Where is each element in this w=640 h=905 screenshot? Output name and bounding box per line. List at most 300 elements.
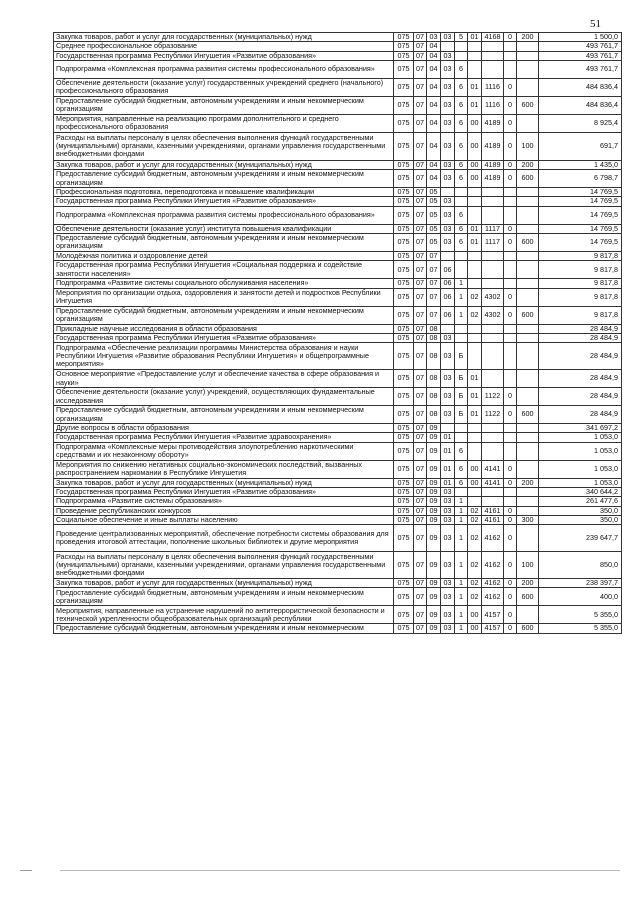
cell-program: 03 [441, 588, 455, 606]
cell-subprogram [455, 42, 468, 51]
cell-program: 03 [441, 233, 455, 251]
cell-program [441, 188, 455, 197]
cell-direction: 0 [504, 170, 517, 188]
cell-direction: 0 [504, 579, 517, 588]
cell-name: Среднее профессиональное образование [54, 42, 394, 51]
cell-subsection: 09 [427, 478, 441, 487]
cell-ministry: 075 [394, 579, 414, 588]
table-row [54, 224, 622, 233]
cell-group: 01 [468, 406, 482, 424]
cell-section: 07 [414, 388, 427, 406]
cell-direction [504, 497, 517, 506]
cell-expense_type: 200 [517, 33, 539, 42]
cell-ministry: 075 [394, 60, 414, 78]
cell-subsection: 08 [427, 406, 441, 424]
cell-ministry: 075 [394, 406, 414, 424]
cell-expense_type: 300 [517, 515, 539, 524]
table-row [54, 433, 622, 442]
cell-subsection: 08 [427, 370, 441, 388]
cell-section: 07 [414, 60, 427, 78]
cell-ministry: 075 [394, 170, 414, 188]
cell-group: 02 [468, 579, 482, 588]
cell-subprogram: 6 [455, 78, 468, 96]
cell-subsection: 04 [427, 42, 441, 51]
cell-name: Предоставление субсидий бюджетным, автономным учреждениям и иным некоммерческим организациям [54, 233, 394, 251]
table-row [54, 206, 622, 224]
cell-ministry: 075 [394, 370, 414, 388]
cell-subprogram: 6 [455, 160, 468, 169]
cell-section: 07 [414, 188, 427, 197]
cell-group: 01 [468, 370, 482, 388]
cell-subsection: 08 [427, 388, 441, 406]
cell-amount: 1 053,0 [539, 442, 622, 460]
cell-amount: 493 761,7 [539, 51, 622, 60]
cell-amount: 28 484,9 [539, 343, 622, 370]
cell-program [441, 42, 455, 51]
cell-name: Подпрограмма «Развитие системы социального обслуживания населения» [54, 279, 394, 288]
cell-item [482, 60, 504, 78]
table-row [54, 42, 622, 51]
cell-subprogram: 6 [455, 114, 468, 132]
cell-program: 03 [441, 333, 455, 342]
cell-item: 1122 [482, 406, 504, 424]
cell-program: 03 [441, 114, 455, 132]
cell-name: Профессиональная подготовка, переподготовка и повышение квалификации [54, 188, 394, 197]
cell-program: 03 [441, 497, 455, 506]
cell-program [441, 324, 455, 333]
cell-direction [504, 370, 517, 388]
cell-direction [504, 60, 517, 78]
cell-amount: 5 355,0 [539, 606, 622, 624]
cell-subprogram: 1 [455, 515, 468, 524]
cell-ministry: 075 [394, 324, 414, 333]
table-row [54, 606, 622, 624]
cell-subsection: 07 [427, 288, 441, 306]
cell-subprogram [455, 487, 468, 496]
cell-subprogram [455, 51, 468, 60]
cell-subprogram: 1 [455, 288, 468, 306]
cell-group: 02 [468, 588, 482, 606]
cell-direction: 0 [504, 606, 517, 624]
cell-name: Мероприятия, направленные на устранение нарушений по антитеррористической безопасности и технической укрепленности общеобразовательных организаций республики [54, 606, 394, 624]
cell-ministry: 075 [394, 506, 414, 515]
cell-amount: 400,0 [539, 588, 622, 606]
cell-subprogram [455, 188, 468, 197]
cell-name: Предоставление субсидий бюджетным, автономным учреждениям и иным некоммерческим организациям [54, 306, 394, 324]
cell-subprogram: 6 [455, 478, 468, 487]
cell-program: 01 [441, 460, 455, 478]
cell-item [482, 261, 504, 279]
cell-ministry: 075 [394, 160, 414, 169]
cell-item [482, 333, 504, 342]
cell-ministry: 075 [394, 251, 414, 260]
cell-amount: 5 355,0 [539, 624, 622, 633]
cell-section: 07 [414, 197, 427, 206]
table-row [54, 170, 622, 188]
table-row [54, 114, 622, 132]
cell-group: 01 [468, 96, 482, 114]
cell-item: 4189 [482, 170, 504, 188]
cell-amount: 1 053,0 [539, 460, 622, 478]
cell-group: 02 [468, 288, 482, 306]
cell-group [468, 333, 482, 342]
cell-amount: 28 484,9 [539, 333, 622, 342]
cell-item [482, 324, 504, 333]
cell-direction: 0 [504, 506, 517, 515]
table-row [54, 233, 622, 251]
cell-name: Государственная программа Республики Ингушетия «Развитие образования» [54, 197, 394, 206]
cell-subsection: 09 [427, 525, 441, 552]
cell-ministry: 075 [394, 114, 414, 132]
cell-name: Закупка товаров, работ и услуг для государственных (муниципальных) нужд [54, 33, 394, 42]
cell-section: 07 [414, 424, 427, 433]
cell-group: 02 [468, 552, 482, 579]
cell-item [482, 188, 504, 197]
cell-subsection: 04 [427, 114, 441, 132]
cell-group: 00 [468, 114, 482, 132]
cell-section: 07 [414, 460, 427, 478]
cell-amount: 484 836,4 [539, 78, 622, 96]
cell-group: 01 [468, 388, 482, 406]
cell-expense_type [517, 324, 539, 333]
cell-amount: 8 925,4 [539, 114, 622, 132]
cell-group: 00 [468, 460, 482, 478]
cell-ministry: 075 [394, 343, 414, 370]
table-row [54, 406, 622, 424]
cell-program [441, 251, 455, 260]
cell-section: 07 [414, 343, 427, 370]
cell-expense_type: 600 [517, 96, 539, 114]
cell-program: 01 [441, 478, 455, 487]
cell-section: 07 [414, 442, 427, 460]
cell-expense_type [517, 188, 539, 197]
cell-subsection: 09 [427, 506, 441, 515]
cell-program: 03 [441, 96, 455, 114]
cell-amount: 238 397,7 [539, 579, 622, 588]
cell-group: 02 [468, 515, 482, 524]
cell-amount: 239 647,7 [539, 525, 622, 552]
cell-ministry: 075 [394, 261, 414, 279]
cell-subprogram: Б [455, 370, 468, 388]
cell-group [468, 261, 482, 279]
cell-amount: 1 435,0 [539, 160, 622, 169]
table-row [54, 388, 622, 406]
cell-name: Другие вопросы в области образования [54, 424, 394, 433]
cell-item: 4189 [482, 114, 504, 132]
cell-section: 07 [414, 33, 427, 42]
cell-ministry: 075 [394, 333, 414, 342]
cell-expense_type: 600 [517, 306, 539, 324]
cell-direction [504, 487, 517, 496]
cell-direction: 0 [504, 288, 517, 306]
cell-expense_type [517, 51, 539, 60]
table-row [54, 160, 622, 169]
cell-program: 03 [441, 78, 455, 96]
cell-amount: 6 798,7 [539, 170, 622, 188]
cell-item [482, 279, 504, 288]
cell-expense_type: 200 [517, 579, 539, 588]
cell-name: Обеспечение деятельности (оказание услуг) учреждений, осуществляющих фундаментальные исследования [54, 388, 394, 406]
cell-section: 07 [414, 224, 427, 233]
cell-group [468, 42, 482, 51]
cell-group: 01 [468, 78, 482, 96]
cell-item [482, 251, 504, 260]
cell-group [468, 442, 482, 460]
cell-direction [504, 324, 517, 333]
cell-ministry: 075 [394, 388, 414, 406]
cell-subsection: 09 [427, 624, 441, 633]
cell-subprogram: 1 [455, 579, 468, 588]
cell-subprogram [455, 333, 468, 342]
cell-section: 07 [414, 261, 427, 279]
cell-subprogram: 6 [455, 170, 468, 188]
cell-program: 03 [441, 624, 455, 633]
cell-subprogram: 1 [455, 279, 468, 288]
cell-direction: 0 [504, 515, 517, 524]
cell-program: 03 [441, 170, 455, 188]
cell-subprogram [455, 424, 468, 433]
page-number: 51 [590, 18, 601, 30]
cell-name: Обеспечение деятельности (оказание услуг) государственных учреждений среднего (начального) профессионального образования [54, 78, 394, 96]
table-row [54, 515, 622, 524]
cell-subsection: 05 [427, 206, 441, 224]
cell-subsection: 04 [427, 60, 441, 78]
cell-ministry: 075 [394, 442, 414, 460]
cell-amount: 14 769,5 [539, 224, 622, 233]
cell-subsection: 09 [427, 442, 441, 460]
cell-subsection: 04 [427, 96, 441, 114]
cell-program: 01 [441, 433, 455, 442]
cell-subprogram [455, 197, 468, 206]
cell-expense_type [517, 206, 539, 224]
cell-item: 4302 [482, 288, 504, 306]
cell-ministry: 075 [394, 197, 414, 206]
cell-subprogram: 6 [455, 224, 468, 233]
cell-subsection: 08 [427, 324, 441, 333]
cell-program: 06 [441, 279, 455, 288]
cell-amount: 850,0 [539, 552, 622, 579]
cell-program: 03 [441, 406, 455, 424]
cell-name: Подпрограмма «Комплексные меры противодействия злоупотреблению наркотическими средствами и их незаконному обороту» [54, 442, 394, 460]
cell-subsection: 04 [427, 160, 441, 169]
cell-subsection: 04 [427, 170, 441, 188]
table-row [54, 197, 622, 206]
table-row [54, 487, 622, 496]
table-row [54, 188, 622, 197]
cell-name: Прикладные научные исследования в области образования [54, 324, 394, 333]
table-row [54, 624, 622, 633]
cell-name: Проведение централизованных мероприятий, обеспечение потребности системы образования для проведения итоговой аттестации, пополнение школьных библиотек и другие мероприятия [54, 525, 394, 552]
cell-program: 03 [441, 515, 455, 524]
cell-ministry: 075 [394, 33, 414, 42]
cell-name: Мероприятия по организации отдыха, оздоровления и занятости детей и подростков Республики Ингушетия [54, 288, 394, 306]
cell-subprogram [455, 324, 468, 333]
cell-program: 03 [441, 579, 455, 588]
cell-direction: 0 [504, 160, 517, 169]
cell-section: 07 [414, 206, 427, 224]
cell-item: 1117 [482, 224, 504, 233]
cell-program: 03 [441, 606, 455, 624]
cell-name: Мероприятия, направленные на реализацию программ дополнительного и среднего профессионального образования [54, 114, 394, 132]
cell-amount: 350,0 [539, 506, 622, 515]
cell-expense_type [517, 424, 539, 433]
table-row [54, 442, 622, 460]
cell-section: 07 [414, 497, 427, 506]
cell-amount: 350,0 [539, 515, 622, 524]
cell-subsection: 07 [427, 261, 441, 279]
cell-name: Обеспечение деятельности (оказание услуг) института повышения квалификации [54, 224, 394, 233]
table-row [54, 324, 622, 333]
cell-amount: 261 477,6 [539, 497, 622, 506]
margin-rule [20, 870, 32, 871]
cell-group [468, 251, 482, 260]
cell-section: 07 [414, 96, 427, 114]
cell-group: 00 [468, 478, 482, 487]
table-row [54, 333, 622, 342]
cell-section: 07 [414, 333, 427, 342]
cell-section: 07 [414, 406, 427, 424]
cell-subprogram: 6 [455, 132, 468, 160]
cell-item [482, 42, 504, 51]
cell-section: 07 [414, 552, 427, 579]
budget-table [53, 32, 622, 634]
table-row [54, 478, 622, 487]
cell-item: 4157 [482, 624, 504, 633]
cell-section: 07 [414, 160, 427, 169]
cell-amount: 340 644,2 [539, 487, 622, 496]
cell-ministry: 075 [394, 460, 414, 478]
cell-direction: 0 [504, 406, 517, 424]
cell-section: 07 [414, 579, 427, 588]
cell-section: 07 [414, 324, 427, 333]
cell-direction: 0 [504, 114, 517, 132]
cell-name: Расходы на выплаты персоналу в целях обеспечения выполнения функций государственными (муниципальными) органами, казенными учреждениями, органами управления государственными внебюджетными фондами [54, 132, 394, 160]
cell-section: 07 [414, 78, 427, 96]
table-row [54, 33, 622, 42]
cell-ministry: 075 [394, 96, 414, 114]
cell-direction [504, 343, 517, 370]
cell-subsection: 09 [427, 515, 441, 524]
cell-program: 03 [441, 160, 455, 169]
cell-amount: 9 817,8 [539, 288, 622, 306]
cell-item: 1122 [482, 388, 504, 406]
cell-item: 4141 [482, 460, 504, 478]
cell-expense_type [517, 197, 539, 206]
table-row [54, 51, 622, 60]
cell-name: Подпрограмма «Обеспечение реализации программы Министерства образования и науки Республики Ингушетия «Развитие образования Республики Ингушетия» и общепрограммные мероприятия» [54, 343, 394, 370]
cell-section: 07 [414, 114, 427, 132]
cell-direction [504, 188, 517, 197]
cell-name: Социальное обеспечение и иные выплаты населению [54, 515, 394, 524]
cell-direction [504, 333, 517, 342]
cell-program: 06 [441, 288, 455, 306]
table-row [54, 343, 622, 370]
cell-item [482, 51, 504, 60]
cell-direction: 0 [504, 552, 517, 579]
cell-amount: 28 484,9 [539, 324, 622, 333]
cell-expense_type: 600 [517, 624, 539, 633]
cell-ministry: 075 [394, 206, 414, 224]
cell-section: 07 [414, 288, 427, 306]
cell-ministry: 075 [394, 224, 414, 233]
cell-subsection: 08 [427, 343, 441, 370]
cell-expense_type: 200 [517, 478, 539, 487]
cell-amount: 28 484,9 [539, 370, 622, 388]
cell-group: 00 [468, 160, 482, 169]
cell-amount: 493 761,7 [539, 60, 622, 78]
cell-group [468, 206, 482, 224]
cell-direction: 0 [504, 525, 517, 552]
cell-subsection: 04 [427, 78, 441, 96]
cell-subsection: 04 [427, 51, 441, 60]
cell-item: 4162 [482, 552, 504, 579]
cell-amount: 28 484,9 [539, 406, 622, 424]
cell-program: 03 [441, 51, 455, 60]
cell-subprogram: 1 [455, 624, 468, 633]
cell-subsection: 09 [427, 424, 441, 433]
table-row [54, 579, 622, 588]
table-row [54, 497, 622, 506]
cell-expense_type: 600 [517, 170, 539, 188]
cell-ministry: 075 [394, 233, 414, 251]
cell-amount: 9 817,8 [539, 306, 622, 324]
cell-ministry: 075 [394, 515, 414, 524]
cell-ministry: 075 [394, 42, 414, 51]
cell-group: 02 [468, 525, 482, 552]
cell-direction: 0 [504, 233, 517, 251]
cell-ministry: 075 [394, 497, 414, 506]
cell-expense_type [517, 78, 539, 96]
cell-program: 03 [441, 197, 455, 206]
cell-section: 07 [414, 515, 427, 524]
cell-name: Проведение республиканских конкурсов [54, 506, 394, 515]
table-row [54, 588, 622, 606]
cell-direction [504, 197, 517, 206]
cell-expense_type [517, 606, 539, 624]
cell-expense_type [517, 288, 539, 306]
cell-item: 4141 [482, 478, 504, 487]
cell-expense_type [517, 251, 539, 260]
cell-name: Подпрограмма «Комплексная программа развития системы профессионального образования» [54, 60, 394, 78]
cell-section: 07 [414, 251, 427, 260]
cell-section: 07 [414, 132, 427, 160]
cell-subprogram: 1 [455, 525, 468, 552]
cell-subprogram: 1 [455, 506, 468, 515]
cell-subprogram: 5 [455, 33, 468, 42]
cell-program: 03 [441, 224, 455, 233]
cell-ministry: 075 [394, 51, 414, 60]
cell-subsection: 09 [427, 588, 441, 606]
cell-expense_type [517, 114, 539, 132]
cell-section: 07 [414, 42, 427, 51]
cell-expense_type [517, 333, 539, 342]
cell-item: 4162 [482, 525, 504, 552]
cell-subprogram: 1 [455, 306, 468, 324]
cell-item [482, 197, 504, 206]
cell-program: 03 [441, 506, 455, 515]
cell-item: 4161 [482, 515, 504, 524]
cell-program: 03 [441, 370, 455, 388]
cell-program: 03 [441, 33, 455, 42]
cell-item: 4189 [482, 160, 504, 169]
cell-program: 03 [441, 206, 455, 224]
cell-subprogram: Б [455, 343, 468, 370]
cell-section: 07 [414, 51, 427, 60]
cell-direction: 0 [504, 224, 517, 233]
cell-group [468, 279, 482, 288]
cell-section: 07 [414, 170, 427, 188]
cell-group [468, 433, 482, 442]
